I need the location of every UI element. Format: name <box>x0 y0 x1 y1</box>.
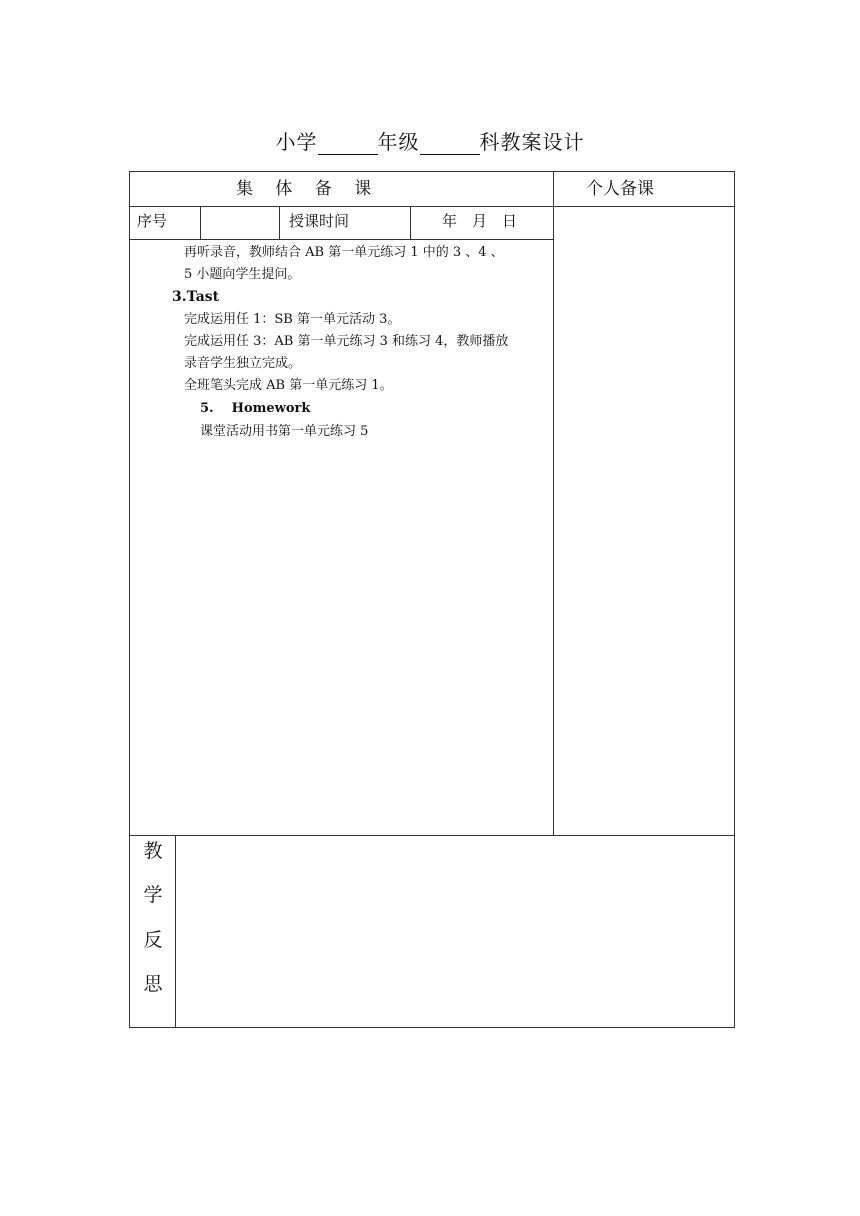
header-row-divider <box>129 206 735 207</box>
serial-value[interactable] <box>206 210 274 232</box>
content-line: 5 小题向学生提问。 <box>184 267 301 282</box>
lesson-plan-table <box>129 171 735 1028</box>
lesson-date-label: 年 月 日 <box>442 212 518 230</box>
content-line: 完成运用任 3：AB 第一单元练习 3 和练习 4，教师播放 <box>184 334 509 349</box>
section-heading-task: 3.Tast <box>172 289 220 305</box>
content-line: 全班笔头完成 AB 第一单元练习 1。 <box>184 378 393 393</box>
serial-label: 序号 <box>137 212 168 230</box>
info-row-divider <box>129 239 554 240</box>
reflection-char: 教 <box>143 840 163 862</box>
page-title <box>0 126 860 155</box>
serial-divider-2 <box>279 206 280 240</box>
content-line: 录音学生独立完成。 <box>184 356 302 371</box>
serial-divider-1 <box>200 206 201 240</box>
subject-blank <box>420 132 480 155</box>
personal-column-divider <box>553 171 554 836</box>
reflection-char: 思 <box>143 973 163 995</box>
title-prefix: 小学 <box>275 130 318 154</box>
time-divider <box>410 206 411 240</box>
lesson-time-label: 授课时间 <box>289 212 350 230</box>
collective-prep-header: 集 体 备 课 <box>236 179 372 199</box>
title-grade: 年级 <box>377 130 420 154</box>
title-subject-suffix: 科教案设计 <box>479 130 585 154</box>
grade-blank <box>318 132 378 155</box>
reflection-char: 反 <box>143 929 163 951</box>
reflection-divider <box>129 835 735 836</box>
personal-prep-header: 个人备课 <box>586 179 654 199</box>
content-line: 课堂活动用书第一单元练习 5 <box>200 424 369 439</box>
reflection-char: 学 <box>143 884 163 906</box>
content-line: 再听录音，教师结合 AB 第一单元练习 1 中的 3 、4 、 <box>184 245 504 260</box>
content-line: 完成运用任 1：SB 第一单元活动 3。 <box>184 312 401 327</box>
section-heading-homework: 5. Homework <box>200 401 311 416</box>
